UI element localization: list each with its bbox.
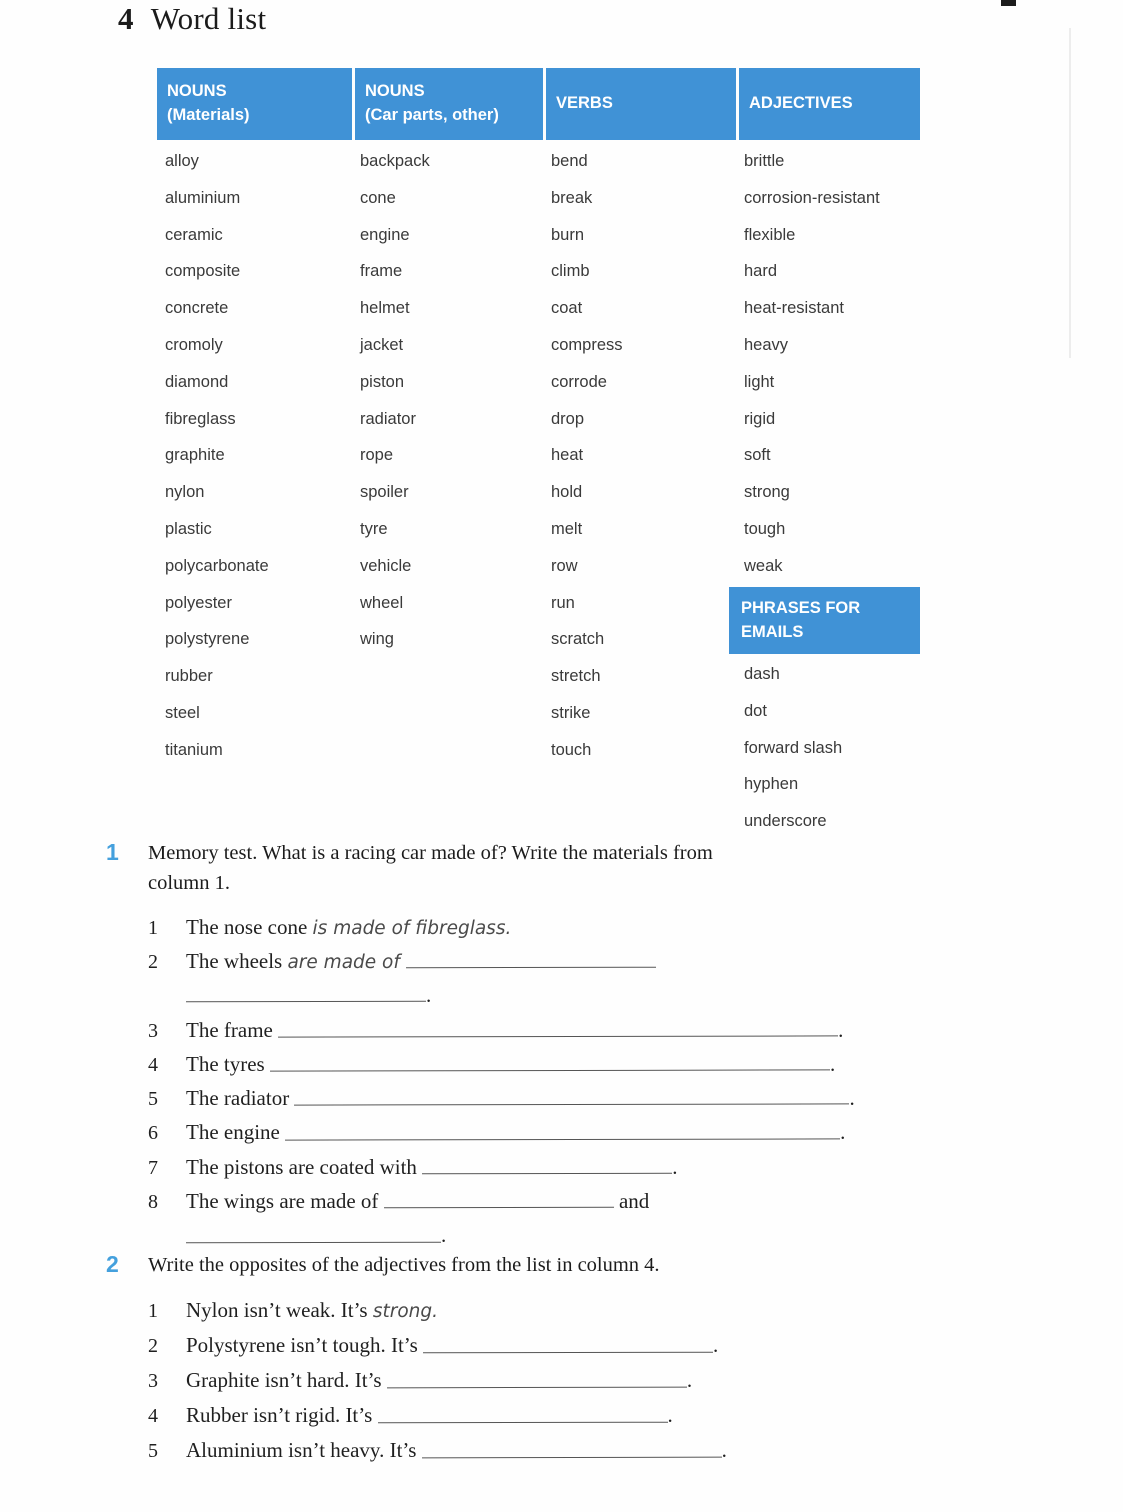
word-item: rubber: [165, 667, 213, 686]
item-text: The engine: [186, 1120, 286, 1145]
exercise-item: [148, 915, 916, 949]
item-text: .: [672, 1154, 678, 1179]
word-item: strike: [551, 703, 591, 722]
unit-number: 4: [118, 1, 134, 36]
word-item: rope: [360, 446, 394, 465]
item-text: .: [426, 983, 432, 1008]
item-number: 4: [148, 1405, 158, 1428]
word-item: fibreglass: [165, 409, 236, 428]
item-text: .: [838, 1017, 844, 1042]
answer-blank: [422, 1157, 672, 1174]
word-item: wing: [360, 630, 394, 649]
page-title: [118, 1, 266, 37]
word-item: graphite: [165, 446, 225, 465]
word-item: vehicle: [360, 556, 412, 575]
word-item: alloy: [165, 152, 199, 170]
exercise-1-items: [106, 915, 916, 1258]
item-text: Nylon isn’t weak. It’s: [186, 1298, 373, 1323]
header-line: PHRASES FOR: [741, 598, 861, 617]
word-item: row: [551, 556, 578, 575]
answer-blank: [387, 1370, 687, 1387]
word-item: backpack: [360, 152, 430, 170]
item-number: 3: [148, 1370, 158, 1393]
exercise-item: [148, 1086, 916, 1120]
item-number: 8: [148, 1191, 158, 1214]
word-item: coat: [551, 299, 583, 318]
word-item: scratch: [551, 630, 605, 649]
item-text: .: [713, 1333, 719, 1358]
answer-blank: [270, 1053, 830, 1071]
word-item: underscore: [744, 812, 827, 831]
answer-blank: [422, 1440, 722, 1457]
item-number: 5: [148, 1440, 158, 1463]
answer-blank: [384, 1191, 614, 1208]
exercise-2-number: 2: [106, 1251, 119, 1277]
exercise-2: [106, 1250, 916, 1473]
answer-blank: [378, 1405, 668, 1422]
exercise-item: [148, 1189, 916, 1223]
item-text: .: [686, 1368, 693, 1393]
word-item: soft: [744, 446, 771, 465]
word-item: dash: [744, 665, 780, 684]
exercise-item: [148, 1403, 916, 1438]
item-answer: is made of fibreglass.: [312, 917, 512, 939]
answer-blank: [186, 1225, 441, 1242]
item-number: 3: [148, 1019, 158, 1042]
word-item: ceramic: [165, 225, 223, 244]
item-number: 7: [148, 1156, 158, 1179]
table-header-row: [157, 68, 920, 140]
item-text: and: [613, 1189, 650, 1214]
exercise-1-instructions: [148, 838, 713, 899]
exercise-item: [148, 1368, 916, 1403]
exercise-1: [106, 838, 916, 1258]
word-item: polycarbonate: [165, 556, 269, 575]
word-item: burn: [551, 225, 585, 244]
word-item: hold: [551, 483, 583, 502]
answer-blank: [406, 951, 656, 968]
item-number: 5: [148, 1088, 158, 1111]
item-text: .: [840, 1120, 846, 1145]
column-nouns-materials: [157, 140, 352, 769]
header-line: NOUNS: [365, 82, 425, 101]
word-item: corrosion-resistant: [744, 188, 880, 207]
item-text: Rubber isn’t rigid. It’s: [186, 1403, 378, 1428]
item-text: .: [849, 1086, 855, 1111]
page-title-text: Word list: [150, 1, 267, 36]
word-item: drop: [551, 409, 585, 428]
header-line: ADJECTIVES: [749, 94, 853, 113]
word-item: concrete: [165, 299, 229, 318]
word-item: dot: [744, 701, 767, 720]
item-text: Graphite isn’t hard. It’s: [186, 1368, 387, 1393]
item-text: Polystyrene isn’t tough. It’s: [186, 1333, 424, 1358]
header-line: EMAILS: [741, 623, 804, 642]
word-item: plastic: [165, 519, 212, 538]
item-number: 2: [148, 1335, 158, 1358]
header-line: NOUNS: [167, 82, 227, 101]
exercise-item: [148, 1052, 916, 1086]
column-header-verbs: [543, 68, 736, 140]
item-answer: are made of: [287, 951, 406, 973]
exercise-item: [148, 1333, 916, 1368]
word-item: titanium: [165, 740, 223, 759]
word-item: climb: [551, 262, 590, 281]
word-item: stretch: [551, 667, 601, 686]
exercise-item: [148, 1438, 916, 1473]
item-text: The nose cone: [186, 914, 313, 939]
word-item: cone: [360, 188, 396, 207]
word-item: jacket: [360, 335, 404, 354]
word-item: tough: [744, 519, 786, 538]
word-item: aluminium: [165, 188, 241, 207]
column-verbs: [543, 140, 736, 769]
word-item: composite: [165, 262, 241, 281]
item-text: Aluminium isn’t heavy. It’s: [186, 1438, 422, 1463]
exercise-2-heading: [106, 1250, 916, 1280]
word-item: strong: [744, 483, 790, 502]
word-item: rigid: [744, 409, 776, 428]
item-number: 1: [148, 1300, 158, 1323]
word-item: brittle: [744, 152, 785, 170]
word-item: nylon: [165, 483, 205, 502]
header-line: VERBS: [556, 94, 613, 113]
instruction-line: Write the opposites of the adjectives from the list in column 4.: [148, 1254, 660, 1276]
header-line: (Car parts, other): [365, 106, 499, 124]
word-item: wheel: [360, 593, 404, 612]
item-number: 4: [148, 1053, 158, 1076]
word-item: touch: [551, 740, 592, 759]
table-body: [157, 140, 920, 840]
instruction-line: column 1.: [148, 872, 230, 895]
answer-blank: [186, 985, 426, 1002]
item-text: The pistons are coated with: [186, 1154, 423, 1179]
header-line: (Materials): [167, 106, 250, 124]
word-item: radiator: [360, 409, 416, 428]
word-item: light: [744, 372, 775, 391]
word-item: helmet: [360, 299, 410, 318]
column-header-adjectives: [736, 68, 920, 140]
word-item: cromoly: [165, 335, 223, 354]
word-item: hard: [744, 262, 778, 281]
instruction-line: Memory test. What is a racing car made of? Write the materials from: [148, 842, 713, 864]
column-header-nouns-carparts: [352, 68, 543, 140]
item-number: 1: [148, 916, 158, 939]
item-text: .: [721, 1438, 727, 1463]
item-number: 6: [148, 1122, 158, 1145]
exercise-1-number: 1: [106, 839, 119, 865]
exercise-item: [148, 949, 916, 983]
word-item: hyphen: [744, 775, 799, 794]
word-item: frame: [360, 262, 403, 281]
item-text: .: [667, 1403, 673, 1428]
column-nouns-carparts: [352, 140, 543, 658]
column-header-nouns-materials: [157, 68, 352, 140]
word-item: polyester: [165, 593, 232, 612]
word-item: break: [551, 188, 593, 207]
item-text: The tyres: [186, 1051, 270, 1076]
item-text: The wings are made of: [186, 1189, 384, 1214]
item-text: .: [829, 1051, 836, 1076]
word-item: heat-resistant: [744, 299, 844, 318]
exercise-item: [148, 1155, 916, 1189]
item-text: The frame: [186, 1017, 279, 1042]
word-item: tyre: [360, 519, 388, 538]
word-list-table: [157, 68, 920, 840]
exercise-1-heading: [106, 838, 916, 899]
word-item: weak: [744, 556, 783, 575]
exercise-item: [148, 1120, 916, 1154]
word-item: compress: [551, 335, 623, 354]
word-item: diamond: [165, 372, 229, 391]
word-item: heavy: [744, 335, 789, 354]
word-item: heat: [551, 446, 584, 465]
scan-artifact-mark: [1001, 0, 1016, 6]
item-number: 2: [148, 950, 158, 973]
word-item: piston: [360, 372, 405, 391]
word-item: bend: [551, 152, 588, 170]
word-item: flexible: [744, 225, 796, 244]
answer-blank: [294, 1088, 849, 1106]
word-item: corrode: [551, 372, 607, 391]
item-text: The radiator: [186, 1086, 295, 1111]
exercise-2-instructions: [148, 1250, 660, 1280]
scan-artifact-line: [1069, 28, 1071, 358]
word-item: engine: [360, 225, 410, 244]
word-item: forward slash: [744, 738, 843, 757]
column-adjectives: [736, 140, 920, 840]
exercise-item: [148, 1018, 916, 1052]
phrases-for-emails-header: [729, 587, 920, 655]
item-text: .: [441, 1223, 447, 1248]
item-answer: strong.: [372, 1301, 439, 1323]
answer-blank: [278, 1019, 838, 1037]
word-item: steel: [165, 703, 200, 722]
exercise-item: [148, 1298, 916, 1333]
answer-blank: [423, 1335, 713, 1352]
item-text: The wheels: [186, 948, 288, 973]
word-item: run: [551, 593, 575, 612]
word-item: spoiler: [360, 483, 409, 502]
word-item: melt: [551, 519, 583, 538]
exercise-item-continuation: [148, 983, 916, 1017]
exercise-2-items: [106, 1298, 916, 1473]
word-item: polystyrene: [165, 630, 250, 649]
answer-blank: [285, 1122, 840, 1140]
